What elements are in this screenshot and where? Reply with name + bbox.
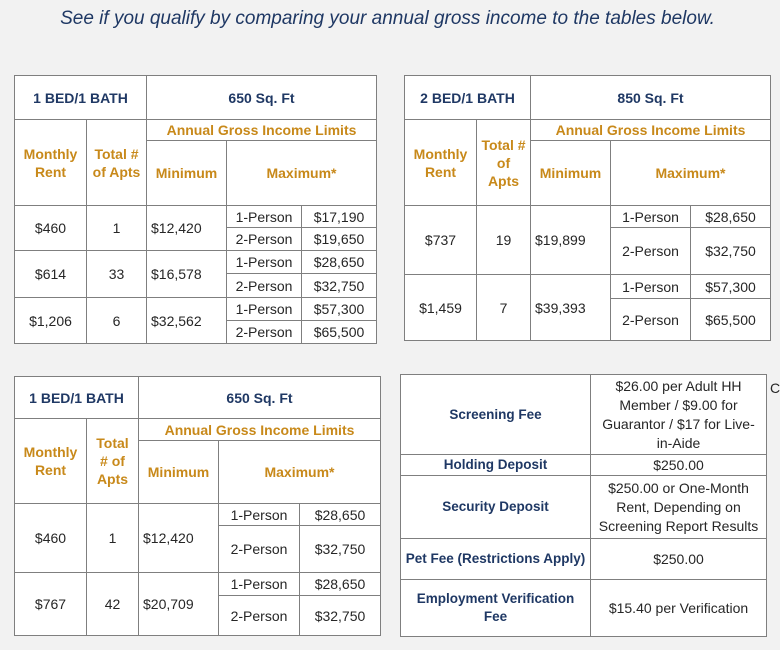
unit-type: 1 BED/1 BATH xyxy=(15,377,139,419)
fee-name: Pet Fee (Restrictions Apply) xyxy=(401,539,591,580)
household-size: 2-Person xyxy=(219,526,300,573)
maximum-cell: $65,500 xyxy=(302,321,377,344)
income-limits-header: Annual Gross Income Limits xyxy=(147,120,377,141)
unit-sqft: 850 Sq. Ft xyxy=(531,76,771,120)
household-size: 1-Person xyxy=(227,251,302,274)
household-size: 2-Person xyxy=(611,228,691,275)
income-table-2bed xyxy=(404,75,771,341)
maximum-cell: $65,500 xyxy=(691,299,771,341)
maximum-cell: $32,750 xyxy=(302,274,377,298)
minimum-header: Minimum xyxy=(139,441,219,504)
minimum-cell: $20,709 xyxy=(139,573,219,636)
unit-type: 1 BED/1 BATH xyxy=(15,76,147,120)
maximum-cell: $28,650 xyxy=(300,504,381,526)
maximum-header: Maximum* xyxy=(219,441,381,504)
minimum-cell: $12,420 xyxy=(147,206,227,251)
fees-table xyxy=(400,374,767,637)
page-heading: See if you qualify by comparing your annual gross income to the tables below. xyxy=(60,8,715,29)
fee-value: $26.00 per Adult HH Member / $9.00 for Guarantor / $17 for Live-in-Aide xyxy=(591,375,767,455)
fee-name: Holding Deposit xyxy=(401,455,591,476)
monthly-rent-header: Monthly Rent xyxy=(15,120,87,206)
unit-sqft: 650 Sq. Ft xyxy=(139,377,381,419)
rent-cell: $767 xyxy=(15,573,87,636)
household-size: 2-Person xyxy=(219,596,300,636)
fee-value: $250.00 xyxy=(591,455,767,476)
income-table-1bed-b xyxy=(14,376,381,636)
maximum-cell: $17,190 xyxy=(302,206,377,228)
rent-cell: $460 xyxy=(15,504,87,573)
rent-cell: $1,206 xyxy=(15,298,87,344)
income-table-1bed-a xyxy=(14,75,377,344)
minimum-cell: $39,393 xyxy=(531,275,611,341)
rent-cell: $1,459 xyxy=(405,275,477,341)
household-size: 2-Person xyxy=(227,228,302,251)
household-size: 1-Person xyxy=(611,275,691,299)
total-apts-header: Total # of Apts xyxy=(87,419,139,504)
fee-name: Security Deposit xyxy=(401,476,591,539)
maximum-cell: $57,300 xyxy=(691,275,771,299)
apts-cell: 42 xyxy=(87,573,139,636)
household-size: 2-Person xyxy=(611,299,691,341)
fee-value: $250.00 xyxy=(591,539,767,580)
income-limits-header: Annual Gross Income Limits xyxy=(139,419,381,441)
unit-type: 2 BED/1 BATH xyxy=(405,76,531,120)
total-apts-header: Total # of Apts xyxy=(87,120,147,206)
fee-name: Screening Fee xyxy=(401,375,591,455)
household-size: 1-Person xyxy=(611,206,691,228)
maximum-cell: $19,650 xyxy=(302,228,377,251)
total-apts-header: Total # of Apts xyxy=(477,120,531,206)
maximum-cell: $28,650 xyxy=(691,206,771,228)
fee-value: $15.40 per Verification xyxy=(591,580,767,637)
minimum-cell: $19,899 xyxy=(531,206,611,275)
rent-cell: $737 xyxy=(405,206,477,275)
apts-cell: 1 xyxy=(87,504,139,573)
maximum-cell: $32,750 xyxy=(691,228,771,275)
fee-name: Employment Verification Fee xyxy=(401,580,591,637)
apts-cell: 7 xyxy=(477,275,531,341)
cropped-edge-character: C xyxy=(770,380,780,396)
minimum-header: Minimum xyxy=(531,141,611,206)
household-size: 2-Person xyxy=(227,321,302,344)
maximum-cell: $28,650 xyxy=(300,573,381,596)
maximum-cell: $57,300 xyxy=(302,298,377,321)
minimum-cell: $12,420 xyxy=(139,504,219,573)
apts-cell: 33 xyxy=(87,251,147,298)
minimum-header: Minimum xyxy=(147,141,227,206)
household-size: 1-Person xyxy=(219,573,300,596)
fee-value: $250.00 or One-Month Rent, Depending on Screening Report Results xyxy=(591,476,767,539)
maximum-header: Maximum* xyxy=(227,141,377,206)
monthly-rent-header: Monthly Rent xyxy=(405,120,477,206)
rent-cell: $614 xyxy=(15,251,87,298)
household-size: 1-Person xyxy=(227,206,302,228)
maximum-header: Maximum* xyxy=(611,141,771,206)
income-limits-header: Annual Gross Income Limits xyxy=(531,120,771,141)
monthly-rent-header: Monthly Rent xyxy=(15,419,87,504)
household-size: 1-Person xyxy=(227,298,302,321)
rent-cell: $460 xyxy=(15,206,87,251)
maximum-cell: $32,750 xyxy=(300,596,381,636)
minimum-cell: $16,578 xyxy=(147,251,227,298)
apts-cell: 1 xyxy=(87,206,147,251)
maximum-cell: $32,750 xyxy=(300,526,381,573)
apts-cell: 19 xyxy=(477,206,531,275)
unit-sqft: 650 Sq. Ft xyxy=(147,76,377,120)
household-size: 2-Person xyxy=(227,274,302,298)
apts-cell: 6 xyxy=(87,298,147,344)
household-size: 1-Person xyxy=(219,504,300,526)
minimum-cell: $32,562 xyxy=(147,298,227,344)
maximum-cell: $28,650 xyxy=(302,251,377,274)
